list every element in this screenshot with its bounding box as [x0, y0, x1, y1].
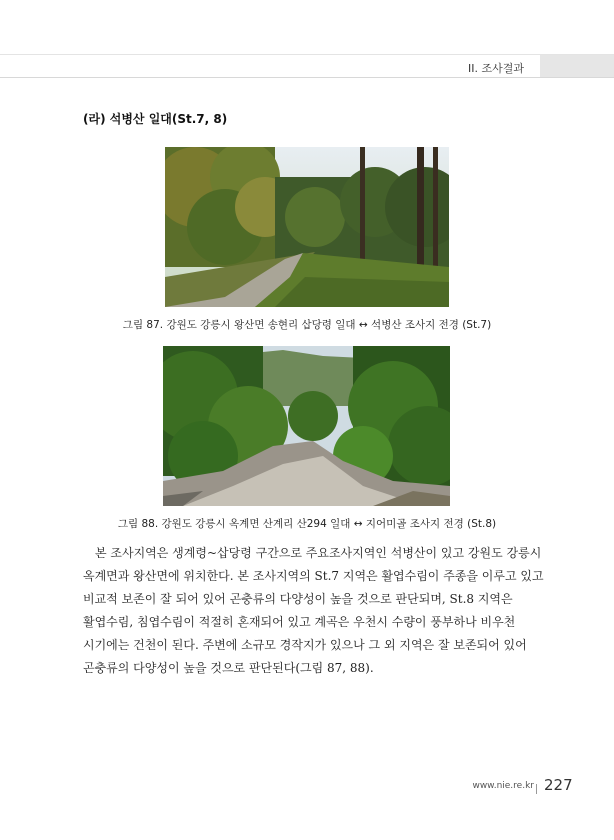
body-line: 곤충류의 다양성이 높을 것으로 판단된다(그림 87, 88).: [83, 661, 374, 675]
figure-87-caption: 그림 87. 강원도 강릉시 왕산면 송현리 삽당령 일대 ↔ 석병산 조사지 전경 (St.7): [122, 319, 492, 331]
figure-87-photo: [165, 147, 449, 307]
section-heading: (라) 석병산 일대(St.7, 8): [83, 112, 228, 126]
body-paragraph: [83, 542, 544, 680]
footer-separator: [536, 784, 537, 794]
body-line: 시기에는 건천이 된다. 주변에 소규모 경작지가 있으나 그 외 지역은 잘 보존되어 있어: [83, 638, 527, 652]
body-line: 본 조사지역은 생계령~삽당령 구간으로 주요조사지역인 석병산이 있고 강원도 강릉시: [83, 546, 542, 560]
page-number: 227: [544, 776, 573, 794]
body-line: 옥계면과 왕산면에 위치한다. 본 조사지역의 St.7 지역은 활엽수림이 주종을 이루고 있고: [83, 569, 544, 583]
body-line: 비교적 보존이 잘 되어 있어 곤충류의 다양성이 높을 것으로 판단되며, St.8 지역은: [83, 592, 513, 606]
chapter-label: II. 조사결과: [468, 62, 524, 75]
header-rule: [0, 77, 614, 78]
body-line: 활엽수림, 침엽수림이 적절히 혼재되어 있고 계곡은 우천시 수량이 풍부하나 비우천: [83, 615, 516, 629]
top-margin: [0, 0, 614, 55]
figure-88-photo: [163, 346, 450, 506]
footer-url: www.nie.re.kr: [472, 781, 534, 791]
chapter-tab: [540, 55, 614, 77]
figure-88-caption: 그림 88. 강원도 강릉시 옥계면 산계리 산294 일대 ↔ 지어미골 조사지 전경 (St.8): [117, 518, 497, 530]
